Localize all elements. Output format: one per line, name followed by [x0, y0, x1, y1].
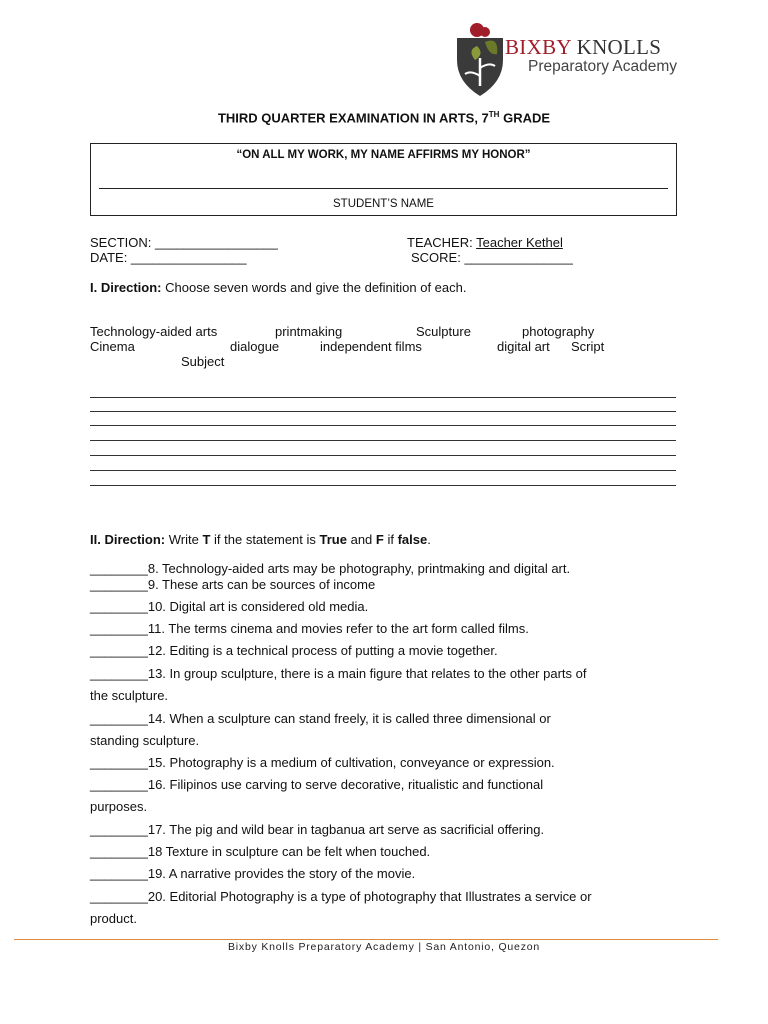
question-item-cont: standing sculpture. — [90, 733, 200, 748]
word-bank-item: Script — [571, 339, 605, 354]
logo-name — [505, 35, 661, 60]
section-field[interactable]: SECTION: _________________ — [90, 235, 278, 250]
question-item-cont: the sculpture. — [90, 688, 169, 703]
teacher-name: Teacher Kethel — [476, 235, 563, 250]
question-item: ________9. These arts can be sources of income — [90, 577, 376, 592]
answer-line[interactable] — [90, 411, 676, 412]
question-item: ________19. A narrative provides the story of the movie. — [90, 866, 416, 881]
word-bank-item: Technology-aided arts — [90, 324, 218, 339]
question-item: ________20. Editorial Photography is a type of photography that Illustrates a service or — [90, 889, 592, 904]
question-item: ________17. The pig and wild bear in tagbanua art serve as sacrificial offering. — [90, 822, 545, 837]
answer-line[interactable] — [90, 455, 676, 456]
question-item: ________10. Digital art is considered old media. — [90, 599, 369, 614]
question-item: ________13. In group sculpture, there is a main figure that relates to the other parts of — [90, 666, 587, 681]
question-item: ________16. Filipinos use carving to serve decorative, ritualistic and functional — [90, 777, 544, 792]
date-field[interactable]: DATE: ________________ — [90, 250, 247, 265]
logo-subtitle: Preparatory Academy — [528, 58, 678, 75]
word-bank-item: Cinema — [90, 339, 135, 354]
word-bank-item: Subject — [181, 354, 225, 369]
word-bank-item: printmaking — [275, 324, 343, 339]
answer-line[interactable] — [90, 485, 676, 486]
question-item: ________14. When a sculpture can stand freely, it is called three dimensional or — [90, 711, 551, 726]
question-item: ________12. Editing is a technical process of putting a movie together. — [90, 643, 498, 658]
word-bank-item: digital art — [497, 339, 550, 354]
question-item: ________8. Technology-aided arts may be photography, printmaking and digital art. — [90, 561, 571, 576]
word-bank-item: photography — [522, 324, 595, 339]
answer-line[interactable] — [90, 440, 676, 441]
honor-box — [90, 143, 677, 216]
word-bank-item: dialogue — [230, 339, 280, 354]
student-name-label: STUDENT’S NAME — [333, 198, 434, 210]
answer-line[interactable] — [90, 425, 676, 426]
word-bank-item: independent films — [320, 339, 422, 354]
logo-name-part1: BIXBY — [505, 35, 572, 59]
page-footer: Bixby Knolls Preparatory Academy | San Antonio, Quezon — [227, 941, 541, 953]
teacher-field: TEACHER: Teacher Kethel — [407, 235, 563, 250]
exam-title: THIRD QUARTER EXAMINATION IN ARTS, 7TH GRADE — [217, 110, 551, 126]
question-item: ________15. Photography is a medium of cultivation, conveyance or expression. — [90, 755, 555, 770]
school-logo — [455, 20, 507, 100]
question-item-cont: product. — [90, 911, 137, 926]
question-item: ________11. The terms cinema and movies refer to the art form called films. — [90, 621, 529, 636]
word-bank-item: Sculpture — [416, 324, 471, 339]
honor-quote: “ON ALL MY WORK, MY NAME AFFIRMS MY HONOR” — [236, 149, 531, 161]
logo-name-part2: KNOLLS — [576, 35, 662, 59]
part2-direction: II. Direction: Write T if the statement is True and F if false. — [90, 532, 431, 547]
footer-divider — [14, 939, 718, 940]
score-field[interactable]: SCORE: _______________ — [411, 250, 573, 265]
answer-line[interactable] — [90, 397, 676, 398]
question-item-cont: purposes. — [90, 799, 148, 814]
part1-direction: I. Direction: Choose seven words and give the definition of each. — [90, 280, 467, 295]
answer-line[interactable] — [90, 470, 676, 471]
student-name-line[interactable] — [99, 188, 668, 189]
question-item: ________18 Texture in sculpture can be felt when touched. — [90, 844, 431, 859]
